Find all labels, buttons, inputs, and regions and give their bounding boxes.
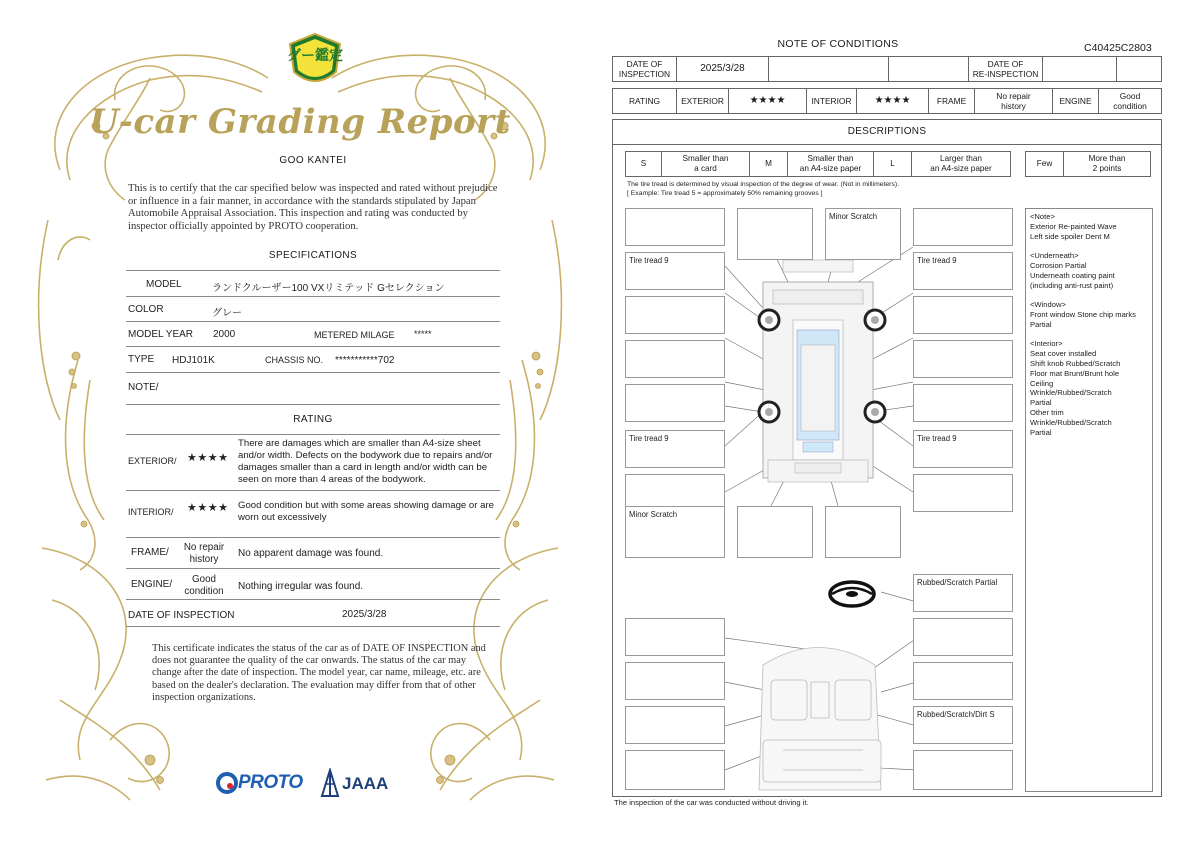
svg-text:グー鑑定: グー鑑定 bbox=[287, 48, 343, 64]
note-of-conditions bbox=[606, 0, 1200, 848]
observation-box bbox=[625, 296, 725, 334]
divider bbox=[126, 537, 500, 538]
type-label: TYPE bbox=[128, 354, 155, 365]
observation-box bbox=[625, 384, 725, 422]
interior-label: INTERIOR/ bbox=[128, 507, 174, 517]
exterior-stars: ★★★★ bbox=[729, 89, 807, 113]
divider bbox=[126, 346, 500, 347]
observation-box-interior bbox=[913, 706, 1013, 744]
legend-m: M bbox=[750, 152, 788, 176]
observation-text: Tire tread 9 bbox=[917, 256, 957, 265]
legend-line: Larger than bbox=[940, 154, 982, 164]
divider bbox=[126, 490, 500, 491]
observation-box bbox=[913, 662, 1013, 700]
model-year-value: 2000 bbox=[213, 329, 236, 340]
no-driving-note: The inspection of the car was conducted without driving it. bbox=[614, 798, 809, 807]
date-of-inspection-value: 2025/3/28 bbox=[342, 609, 387, 620]
exterior-description: There are damages which are smaller than A4-size sheet and/or width. Defects on the bodywork due to repairs and/or damages smaller than a card in length and/or width can be seen on more than 4 areas of the bodywork. bbox=[238, 438, 493, 485]
empty-cell bbox=[889, 57, 969, 81]
car-interior-icon bbox=[759, 648, 881, 791]
certificate-disclaimer: This certificate indicates the status of the car as of DATE OF INSPECTION and does not guarantee the quality of the car onwards. The status of the car may change after the date of inspection. The model year, car name, mileage, etc. are based on the dealer's declaration. The evaluation may differ from that of other inspection organizations. bbox=[152, 643, 486, 703]
observation-box bbox=[625, 750, 725, 790]
observation-box bbox=[737, 208, 813, 260]
observation-box-tire-fr bbox=[913, 252, 1013, 290]
observation-box bbox=[625, 208, 725, 246]
descriptions-panel bbox=[612, 119, 1162, 797]
divider bbox=[126, 296, 500, 297]
engine-label: ENGINE/ bbox=[131, 579, 173, 590]
divider bbox=[126, 321, 500, 322]
engine-description: Nothing irregular was found. bbox=[238, 581, 364, 592]
frame-value bbox=[178, 542, 230, 565]
frame-label: FRAME bbox=[929, 89, 975, 113]
divider bbox=[126, 372, 500, 373]
observation-text: Rubbed/Scratch Partial bbox=[917, 578, 998, 587]
steering-wheel-icon bbox=[830, 582, 874, 606]
chassis-value: ***********702 bbox=[335, 355, 395, 366]
color-label: COLOR bbox=[128, 304, 164, 315]
observation-box bbox=[913, 384, 1013, 422]
engine-value-line: condition bbox=[184, 585, 224, 597]
observation-box bbox=[913, 618, 1013, 656]
frame-value bbox=[975, 89, 1053, 113]
observation-box bbox=[737, 506, 813, 558]
value-line: No repair bbox=[996, 91, 1031, 101]
descriptions-heading: DESCRIPTIONS bbox=[847, 126, 927, 137]
observation-box bbox=[625, 340, 725, 378]
observation-box bbox=[625, 618, 725, 656]
date-of-inspection-label: DATE OF INSPECTION bbox=[128, 610, 235, 621]
legend-line: an A4-size paper bbox=[930, 164, 992, 173]
engine-value-line: Good bbox=[192, 574, 216, 585]
label-line: DATE OF bbox=[626, 59, 663, 69]
rating-row bbox=[612, 88, 1162, 114]
color-value: グレー bbox=[212, 308, 242, 319]
interior-label: INTERIOR bbox=[807, 89, 857, 113]
divider bbox=[126, 568, 500, 569]
date-of-reinspection-label bbox=[969, 57, 1043, 81]
notes-panel bbox=[1025, 208, 1153, 792]
frame-value-line: No repair bbox=[183, 542, 225, 553]
observation-box-minor-scratch bbox=[825, 208, 901, 260]
tread-note-line: The tire tread is determined by visual inspection of the degree of wear. (Not in millimeters). bbox=[627, 181, 899, 188]
logos bbox=[212, 768, 402, 800]
legend-line: a card bbox=[694, 164, 717, 173]
model-year-label: MODEL YEAR bbox=[128, 329, 194, 340]
observation-text: Tire tread 9 bbox=[629, 256, 669, 265]
observation-box bbox=[825, 506, 901, 558]
observation-box bbox=[913, 296, 1013, 334]
observation-box bbox=[625, 706, 725, 744]
label-line: DATE OF bbox=[987, 59, 1024, 69]
legend-s: S bbox=[626, 152, 662, 176]
observation-box bbox=[913, 474, 1013, 512]
report-title: U-car Grading Report bbox=[89, 102, 511, 142]
document-code: C40425C2803 bbox=[1084, 42, 1152, 54]
legend-line: an A4-size paper bbox=[799, 164, 862, 173]
legend-line: Smaller than bbox=[807, 154, 854, 164]
type-value: HDJ101K bbox=[172, 355, 215, 366]
date-of-inspection-label bbox=[613, 57, 677, 81]
note-interior: <Interior> Seat cover installed Shift knob Rubbed/Scratch Floor mat Brunt/Brunt hole Ceiling Wrinkle/Rubbed/Scratch Partial Other trim Wrinkle/Rubbed/Scratch Partial bbox=[1030, 339, 1121, 437]
car-top-view-icon bbox=[763, 260, 873, 482]
ornament-side-right bbox=[496, 352, 543, 570]
divider bbox=[126, 599, 500, 600]
legend-few: Few bbox=[1026, 152, 1064, 176]
observation-box bbox=[913, 750, 1013, 790]
observation-box-tire-rl bbox=[625, 430, 725, 468]
proto-logo-icon bbox=[216, 772, 238, 794]
legend-line: 2 points bbox=[1092, 164, 1122, 173]
specifications-heading: SPECIFICATIONS bbox=[268, 250, 358, 261]
interior-description: Good condition but with some areas showing damage or are worn out excessively bbox=[238, 500, 494, 523]
model-label: MODEL bbox=[146, 279, 182, 290]
divider bbox=[126, 270, 500, 271]
inspection-dates-row bbox=[612, 56, 1162, 82]
observation-box bbox=[913, 208, 1013, 246]
rating-label: RATING bbox=[613, 89, 677, 113]
observation-box bbox=[625, 662, 725, 700]
observation-box-tire-fl bbox=[625, 252, 725, 290]
date-of-inspection-value: 2025/3/28 bbox=[677, 57, 769, 81]
empty-cell bbox=[1117, 57, 1161, 81]
frame-description: No apparent damage was found. bbox=[238, 548, 384, 559]
conditions-title: NOTE OF CONDITIONS bbox=[777, 38, 899, 50]
ornament-side-left bbox=[66, 352, 104, 570]
tread-note-line: [ Example: Tire tread 5 = approximately 50% remaining grooves ] bbox=[627, 190, 823, 198]
observation-box-minor-scratch bbox=[625, 506, 725, 558]
interior-stars: ★★★★ bbox=[187, 502, 229, 514]
note-window: <Window> Front window Stone chip marks Partial bbox=[1030, 300, 1136, 329]
model-value: ランドクルーザー100 VXリミテッド Gセレクション bbox=[212, 283, 445, 294]
observation-box bbox=[913, 340, 1013, 378]
observation-text: Minor Scratch bbox=[629, 510, 678, 519]
divider bbox=[126, 404, 500, 405]
value-line: condition bbox=[1113, 101, 1147, 111]
label-line: INSPECTION bbox=[618, 69, 671, 79]
mileage-value: ***** bbox=[414, 329, 432, 339]
certification-statement: This is to certify that the car specified below was inspected and rated without prejudice or influence in a fair manner, in accordance with the standards stipulated by Japan Automobile Appraisal Association. This inspection and rating was conducted by inspector officially appointed by PROTO cooperation. bbox=[128, 183, 498, 232]
exterior-stars: ★★★★ bbox=[187, 452, 229, 464]
engine-label: ENGINE bbox=[1053, 89, 1099, 113]
value-line: Good bbox=[1119, 91, 1141, 101]
legend-line: Smaller than bbox=[682, 154, 729, 164]
exterior-label: EXTERIOR/ bbox=[128, 456, 177, 466]
interior-stars: ★★★★ bbox=[857, 89, 929, 113]
engine-value bbox=[178, 574, 230, 597]
observation-text: Tire tread 9 bbox=[917, 434, 957, 443]
divider bbox=[126, 434, 500, 435]
empty-cell bbox=[1043, 57, 1117, 81]
observation-box-steering bbox=[913, 574, 1013, 612]
frame-label: FRAME/ bbox=[131, 547, 169, 558]
goo-kantei-badge-icon bbox=[286, 32, 344, 92]
observation-box-tire-rr bbox=[913, 430, 1013, 468]
legend-line: More than bbox=[1088, 154, 1126, 164]
note-underneath: <Underneath> Corrosion Partial Underneath coating paint (including anti-rust paint) bbox=[1030, 251, 1115, 290]
note-label: NOTE/ bbox=[128, 382, 159, 393]
empty-cell bbox=[769, 57, 889, 81]
jaaa-logo-text: JAAA bbox=[342, 774, 389, 793]
observation-text: Rubbed/Scratch/Dirt S bbox=[917, 710, 995, 719]
frame-value-line: history bbox=[189, 553, 219, 565]
observation-text: Minor Scratch bbox=[829, 212, 878, 221]
legend-l: L bbox=[874, 152, 912, 176]
mileage-label: METERED MILAGE bbox=[314, 330, 395, 340]
engine-value bbox=[1099, 89, 1161, 113]
label-line: RE-INSPECTION bbox=[972, 69, 1039, 79]
note-underbody: <Note> Exterior Re-painted Wave Left side spoiler Dent M bbox=[1030, 212, 1117, 241]
report-subtitle: GOO KANTEI bbox=[279, 155, 347, 166]
rating-heading: RATING bbox=[293, 414, 333, 425]
proto-logo-text: PROTO bbox=[238, 772, 303, 793]
value-line: history bbox=[1001, 101, 1026, 111]
jaaa-logo-icon bbox=[320, 768, 340, 798]
chassis-label: CHASSIS NO. bbox=[265, 355, 324, 365]
observation-text: Tire tread 9 bbox=[629, 434, 669, 443]
exterior-label: EXTERIOR bbox=[677, 89, 729, 113]
divider bbox=[126, 626, 500, 627]
